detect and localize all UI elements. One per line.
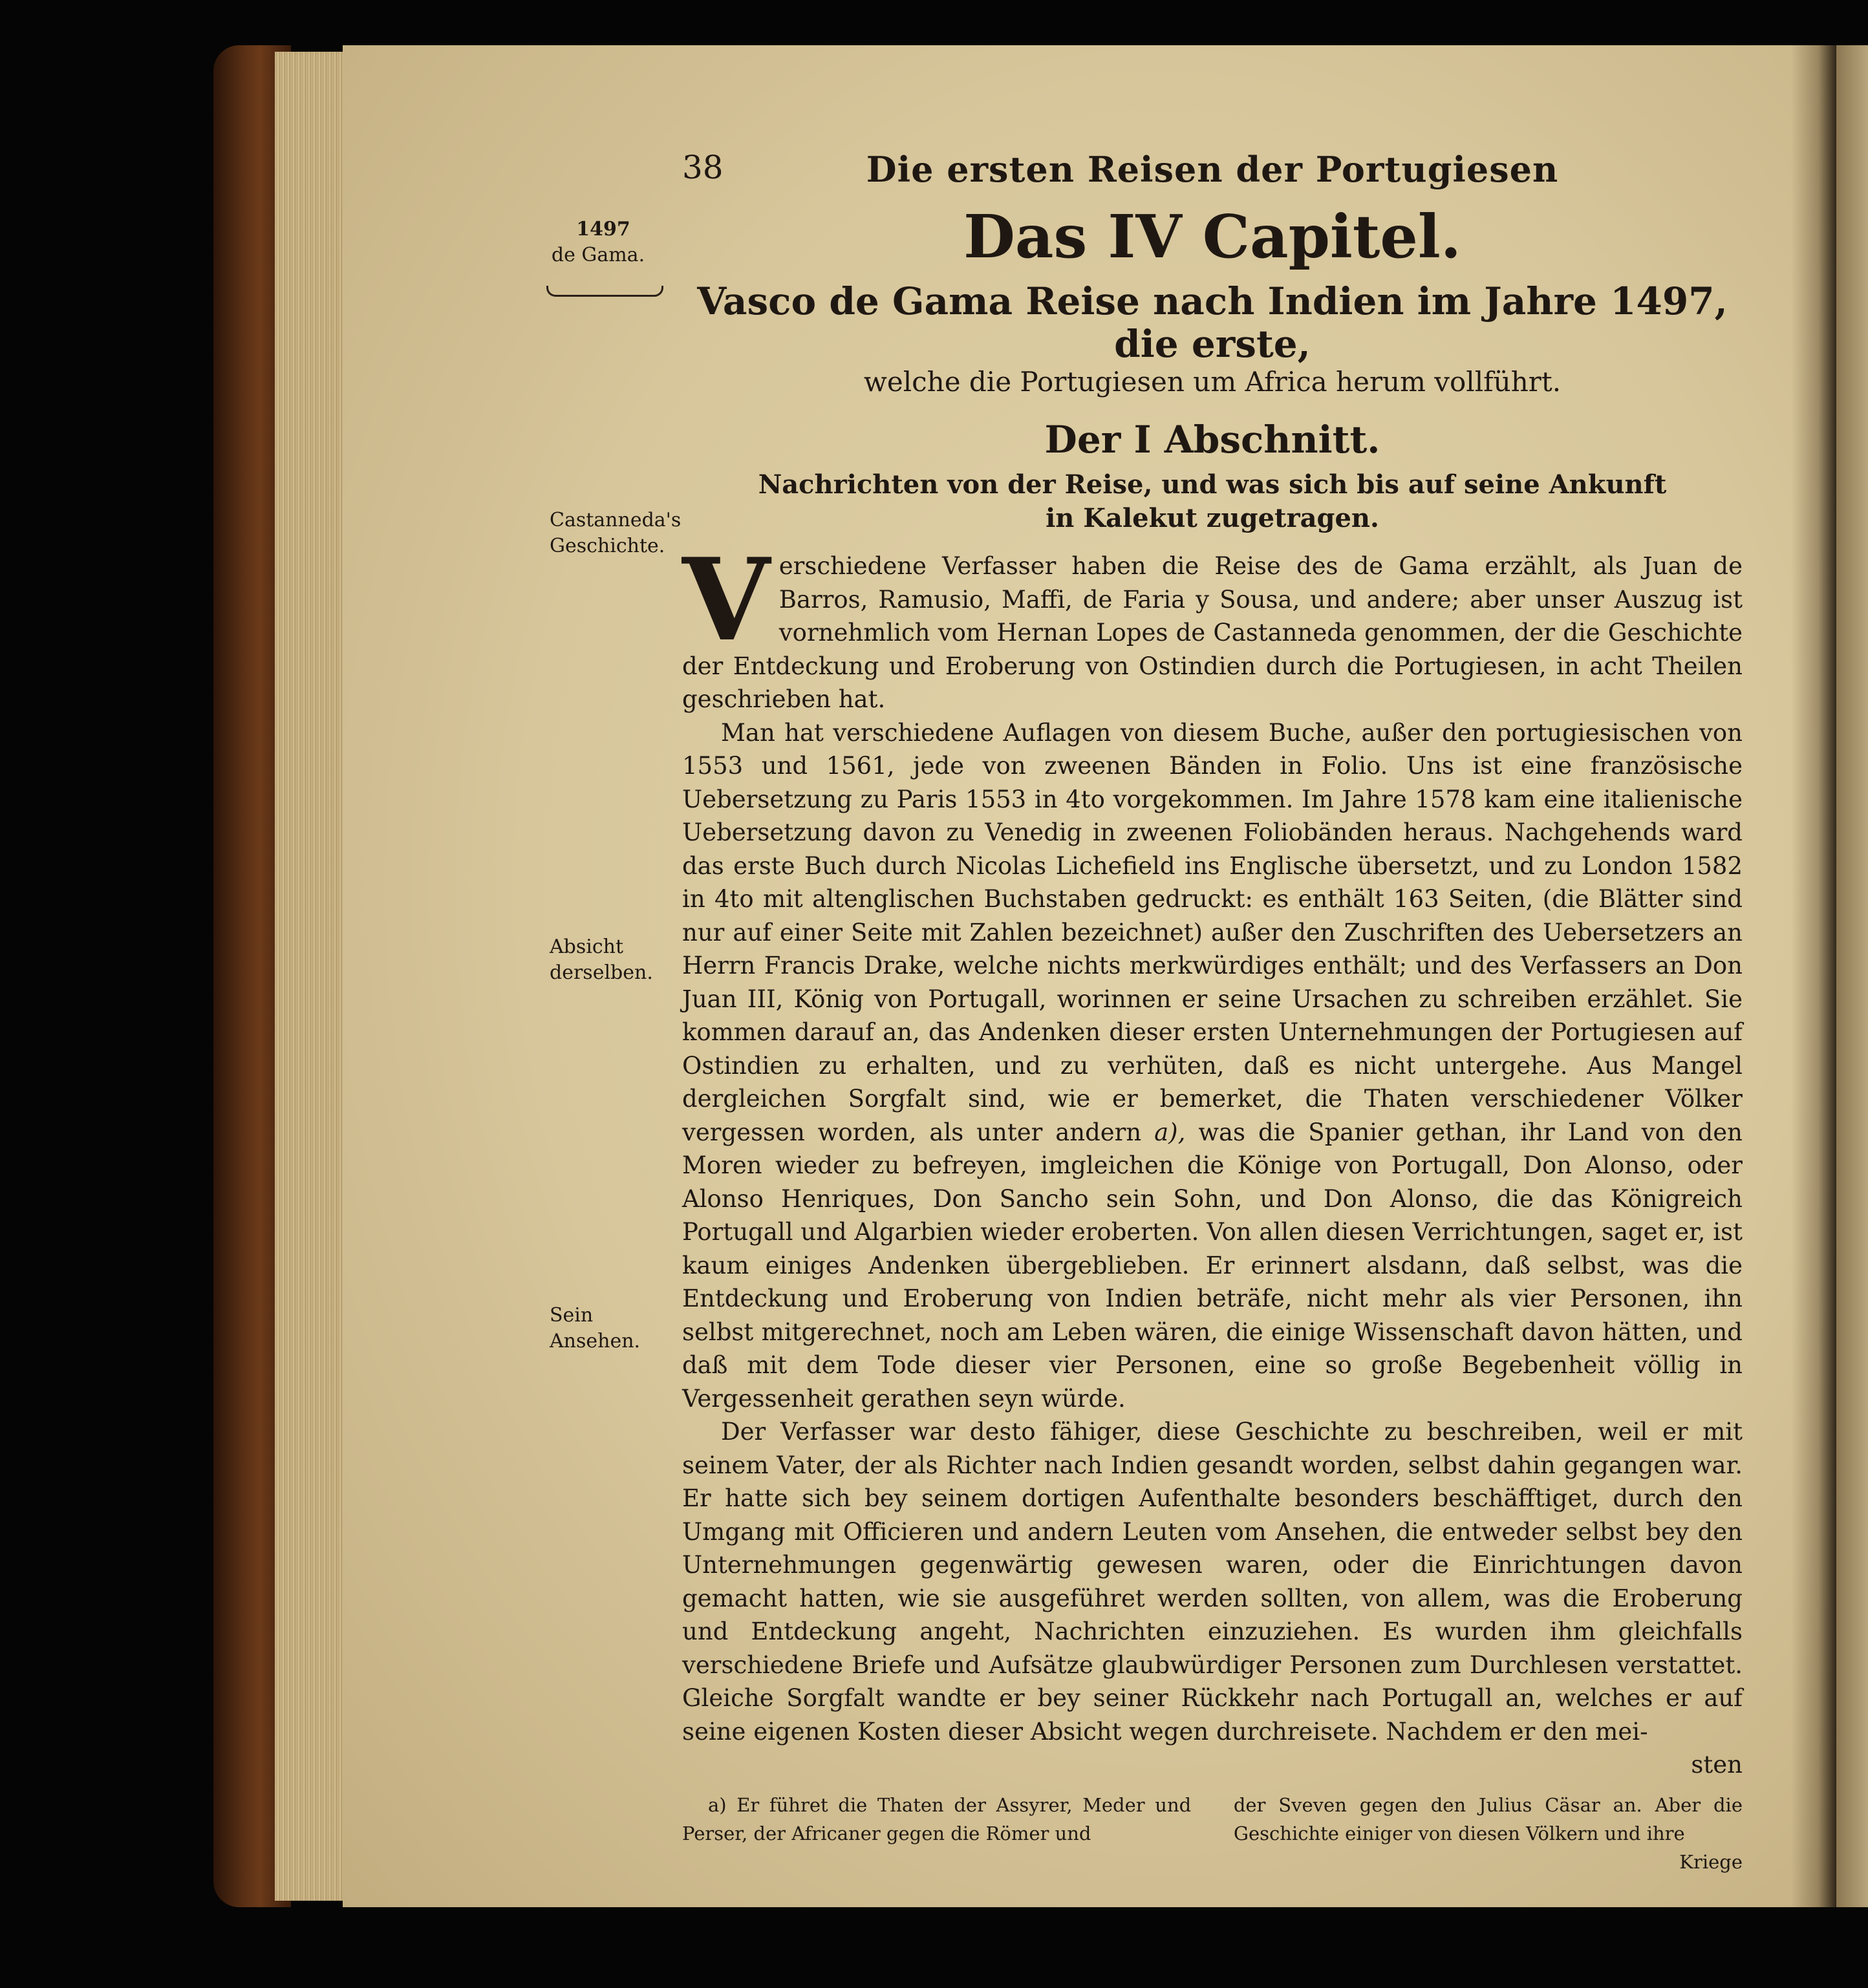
page-number: 38: [682, 149, 724, 186]
running-head: [682, 149, 1743, 200]
footnote-left: a) Er führet die Thaten der Assyrer, Meder und Perser, der Africaner gegen die Römer und: [682, 1793, 1192, 1844]
footnote-right: [1234, 1791, 1743, 1876]
page-gutter: [1791, 45, 1836, 1907]
chapter-heading: Vasco de Gama Reise nach Indien im Jahre 1497, die erste,: [697, 279, 1728, 367]
chapter-subheading: welche die Portugiesen um Africa herum vollführt.: [863, 365, 1562, 398]
section-subtitle: [682, 468, 1743, 535]
section-subtitle-line-1: Nachrichten von der Reise, und was sich bis auf seine Ankunft: [758, 469, 1667, 500]
margin-note-castanneda: Castanneda's Geschichte.: [550, 509, 682, 557]
chapter-title: Das IV Capitel.: [963, 202, 1461, 272]
margin-note-absicht: Absicht derselben.: [550, 935, 653, 984]
footnote-catchword: Kriege: [1679, 1850, 1743, 1873]
margin-note-bracket: [546, 286, 663, 297]
margin-note-year: 1497: [576, 218, 630, 240]
main-text-block: [682, 149, 1743, 1876]
paragraph-2: [682, 716, 1743, 1416]
paragraph-2-rest: was die Spanier gethan, ihr Land von den Moren wieder zu befreyen, imgleichen die Könige von Portugall, Don Alonso, oder Alonso Henriques, Don Sancho sein Sohn, und Don Alonso, die das Königreich Portugall und Algarbien wieder eroberten. Von allen diesen Verrichtungen, saget er, ist kaum einiges Andenken übergeblieben. Er erinnert alsdann, daß selbst, was die Entdeckung und Eroberung von Indien beträfe, nicht mehr als vier Personen, ihn selbst mitgerechnet, noch am Leben wären, die einige Wissenschaft davon hätten, und daß mit dem Tode dieser vier Personen, eine so große Begebenheit völlig in Vergessenheit gerathen seyn würde.: [682, 1118, 1743, 1413]
paragraph-2-text: Man hat verschiedene Auflagen von diesem Buche, außer den portugiesischen von 1553 und 1561, jede von zweenen Bänden in Folio. Uns ist eine französische Uebersetzung zu Paris 1553 in 4to vorgekommen. Im Jahre 1578 kam eine italienische Uebersetzung davon zu Venedig in zweenen Foliobänden heraus. Nachgehends ward das erste Buch durch Nicolas Lichefield ins Englische übersetzt, und zu London 1582 in 4to mit altenglischen Buchstaben gedruckt: es enthält 163 Seiten, (die Blätter sind nur auf einer Seite mit Zahlen bezeichnet) außer den Zuschriften des Uebersetzers an Herrn Francis Drake, welche nichts merkwürdiges enthält; und des Verfassers an Don Juan III, König von Portugall, worinnen er seine Ursachen zu schreiben erzählet. Sie kommen darauf an, das Andenken dieser ersten Unternehmungen der Portugiesen auf Ostindien zu erhalten, und zu verhüten, daß es nicht untergehe. Aus Mangel dergleichen Sorgfalt sind, wie er bemerket, die Thaten verschiedener Völker vergessen worden, als unter andern: [682, 718, 1743, 1146]
margin-note-name: de Gama.: [551, 244, 645, 266]
section-subtitle-line-2: in Kalekut zugetragen.: [1046, 503, 1379, 534]
footnotes: [682, 1791, 1743, 1876]
paragraph-1: [682, 534, 1743, 716]
paragraph-1-text: erschiedene Verfasser haben die Reise des de Gama erzählt, als Juan de Barros, Ramusio, Maffi, de Faria y Sousa, und andere; aber unser Auszug ist vornehmlich vom Hernan Lopes de Castanneda genommen, der die Geschichte der Entdeckung und Eroberung von Ostindien durch die Portugiesen, in acht Theilen geschrieben hat.: [682, 552, 1743, 714]
section-title: Der I Abschnitt.: [1044, 418, 1380, 462]
footnote-reference: a),: [1154, 1118, 1186, 1146]
running-title: Die ersten Reisen der Portugiesen: [866, 149, 1559, 190]
facing-page-edge: [1836, 45, 1868, 1907]
page-edges: [275, 52, 352, 1901]
margin-note-ansehen: Sein Ansehen.: [550, 1304, 641, 1352]
footnote-right-text: der Sveven gegen den Julius Cäsar an. Aber die Geschichte einiger von diesen Völkern und ihre: [1233, 1793, 1743, 1844]
paragraph-3: Der Verfasser war desto fähiger, diese Geschichte zu beschreiben, weil er mit seinem Vater, der als Richter nach Indien gesandt worden, selbst dahin gegangen war. Er hatte sich bey seinem dortigen Aufenthalte besonders beschäfftiget, durch den Umgang mit Officieren und andern Leuten vom Ansehen, die entweder selbst bey den Unternehmungen gegenwärtig gewesen waren, oder die Einrichtungen davon gemacht hatten, wie sie ausgeführet werden sollten, von allem, was die Eroberung und Entdeckung angeht, Nachrichten einzuziehen. Es wurden ihm gleichfalls verschiedene Briefe und Aufsätze glaubwürdiger Personen zum Durchlesen verstattet. Gleiche Sorgfalt wandte er bey seiner Rückkehr nach Portugall an, welches er auf seine eigenen Kosten dieser Absicht wegen durchreisete. Nachdem er den mei-: [682, 1418, 1743, 1746]
catchword: sten: [1691, 1751, 1743, 1779]
drop-cap: V: [682, 534, 770, 667]
